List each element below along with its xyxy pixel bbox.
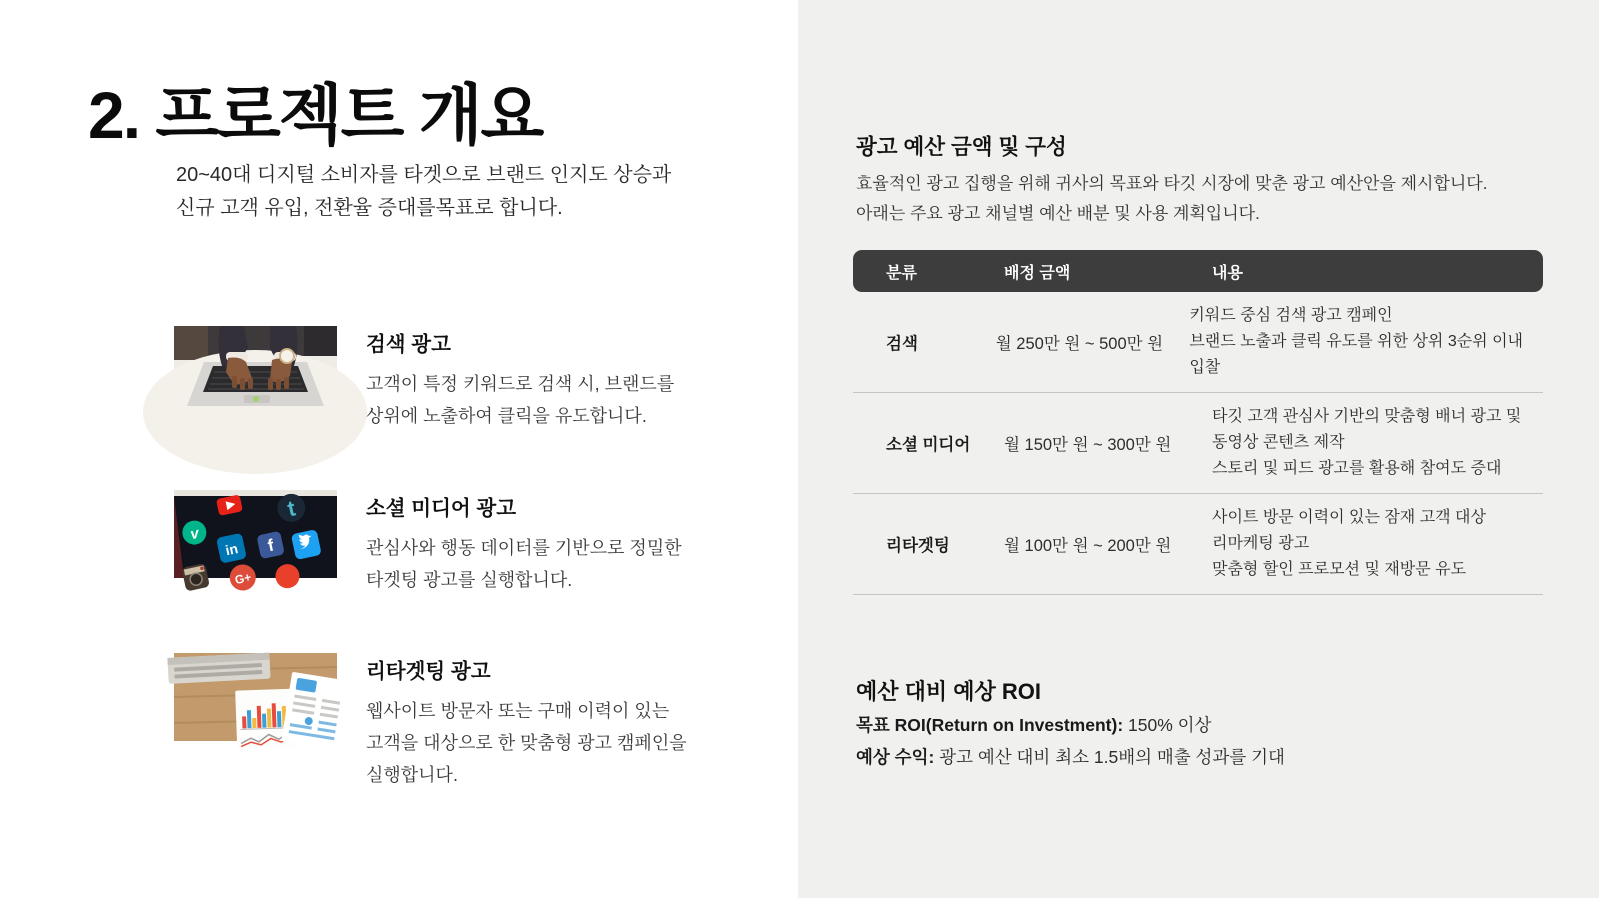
ad-type-item-retargeting [174,653,754,791]
table-row-retargeting [853,494,1543,595]
row-social-detail-2: 동영상 콘텐츠 제작 [1212,434,1345,451]
ad-type-title-social: 소셜 미디어 광고 [366,497,517,520]
budget-table [853,250,1543,595]
budget-table-header-category: 분류 [886,264,917,282]
row-retargeting-budget: 월 100만 원 ~ 200만 원 [1004,537,1172,555]
roi-target-value: 150% 이상 [1123,715,1212,735]
svg-text:in: in [223,540,240,559]
row-social-budget: 월 150만 원 ~ 300만 원 [1004,436,1172,454]
svg-text:t: t [285,495,298,522]
ad-type-title-search: 검색 광고 [366,333,451,356]
budget-section-heading: 광고 예산 금액 및 구성 [856,135,1067,159]
page-subtitle-line-1: 20~40대 디지털 소비자를 타겟으로 브랜드 인지도 상승과 [176,164,672,186]
left-panel [0,0,798,898]
ad-type-desc-social-line-1: 관심사와 행동 데이터를 기반으로 정밀한 [366,538,682,558]
page-subtitle [176,159,671,225]
row-search-budget: 월 250만 원 ~ 500만 원 [995,335,1164,353]
ad-type-item-search [174,326,754,432]
table-row-social [853,393,1543,494]
roi-target-line [856,712,1211,737]
row-search-detail-1: 키워드 중심 검색 광고 캠페인 [1189,307,1393,324]
roi-target-label: 목표 ROI(Return on Investment): [856,715,1124,735]
row-social-detail-1: 타깃 고객 관심사 기반의 맞춤형 배너 광고 및 [1212,408,1522,425]
row-search-category: 검색 [886,335,918,353]
table-row-search [853,292,1543,393]
budget-table-header-details: 내용 [1212,264,1243,282]
roi-revenue-value: 광고 예산 대비 최소 1.5배의 매출 성과를 기대 [934,747,1285,767]
budget-table-header-amount: 배정 금액 [1004,264,1071,282]
row-retargeting-details [1212,505,1543,583]
social-media-apps-photo [174,490,337,588]
svg-text:G+: G+ [233,569,253,588]
ad-type-desc-search-line-1: 고객이 특정 키워드로 검색 시, 브랜드를 [366,374,675,394]
row-search-detail-2: 브랜드 노출과 클릭 유도를 위한 상위 3순위 이내 [1189,333,1523,350]
budget-table-header-row [853,250,1543,292]
row-search-detail-3: 입찰 [1189,359,1221,376]
row-retargeting-detail-2: 리마케팅 광고 [1212,535,1310,552]
roi-revenue-line [856,744,1285,769]
ad-type-desc-search-line-2: 상위에 노출하여 클릭을 유도합니다. [366,406,647,426]
ad-type-desc-social-line-2: 타겟팅 광고를 실행합니다. [366,570,573,590]
ad-type-desc-retargeting-line-3: 실행합니다. [366,765,458,785]
budget-desc-line-1: 효율적인 광고 집행을 위해 귀사의 목표와 타깃 시장에 맞춘 광고 예산안을 제시합니다. [856,174,1488,193]
row-social-category: 소셜 미디어 [886,436,971,454]
row-retargeting-detail-3: 맞춤형 할인 프로모션 및 재방문 유도 [1212,561,1467,578]
roi-revenue-label: 예상 수익: [856,747,935,767]
laptop-typing-photo [174,326,337,414]
page-title: 2. 프로젝트 개요 [88,78,543,152]
ad-type-item-social [174,490,754,596]
roi-section-heading: 예산 대비 예상 ROI [856,679,1041,704]
svg-text:f: f [265,535,276,556]
budget-desc-line-2: 아래는 주요 광고 채널별 예산 배분 및 사용 계획입니다. [856,204,1260,223]
budget-panel [798,0,1599,898]
ad-type-title-retargeting: 리타겟팅 광고 [366,660,491,683]
svg-text:v: v [188,524,201,544]
analytics-reports-photo [174,653,337,741]
ad-type-desc-retargeting-line-1: 웹사이트 방문자 또는 구매 이력이 있는 [366,701,670,721]
row-social-details [1212,404,1543,482]
row-social-detail-3: 스토리 및 피드 광고를 활용해 참여도 증대 [1212,460,1502,477]
page-subtitle-line-2: 신규 고객 유입, 전환율 증대를목표로 합니다. [176,197,563,219]
ad-type-desc-retargeting-line-2: 고객을 대상으로 한 맞춤형 광고 캠페인을 [366,733,687,753]
row-retargeting-detail-1: 사이트 방문 이력이 있는 잠재 고객 대상 [1212,509,1486,526]
row-search-details [1189,303,1543,381]
row-retargeting-category: 리타겟팅 [886,537,950,555]
